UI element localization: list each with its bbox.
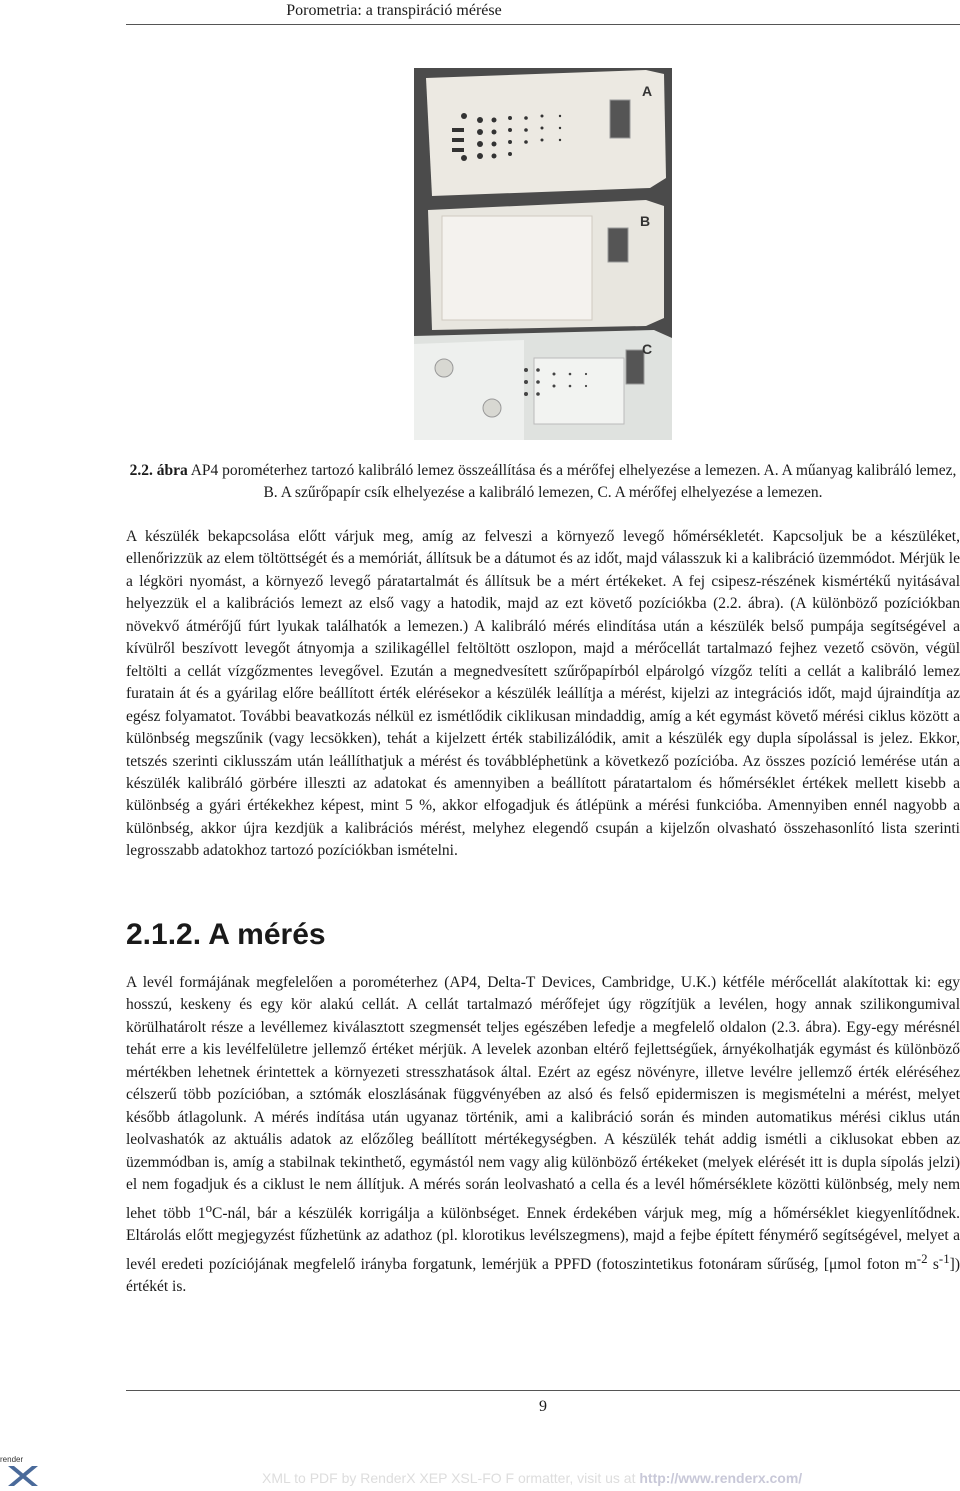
- exponent-superscript-2: -1: [938, 1250, 950, 1266]
- caption-label: 2.2. ábra: [129, 462, 188, 479]
- running-header: [126, 0, 662, 25]
- page-number: 9: [539, 1398, 547, 1415]
- calibration-plates-photo: [414, 68, 672, 440]
- caption-text: AP4 porométerhez tartozó kalibráló lemez összeállítása és a mérőfej elhelyezése a lemezen. A. A műanyag kalibráló lemez, B. A szűrőpapír csík elhelyezése a kalibráló lemezen, C. A mérőfej elhelyezése a lemezen.: [187, 462, 957, 501]
- header-rule-extension: [662, 0, 960, 25]
- plate-c: [414, 330, 672, 440]
- paragraph-measurement: [126, 972, 960, 1299]
- renderx-link[interactable]: http://www.renderx.com/: [639, 1470, 803, 1486]
- paragraph-measurement-part3: s: [927, 1255, 939, 1273]
- renderx-logo-text: render: [0, 1455, 24, 1464]
- plate-b-label: B: [640, 213, 651, 229]
- plate-c-label: C: [642, 341, 653, 357]
- figure-caption: [126, 460, 960, 504]
- renderx-credit: [262, 1470, 802, 1486]
- plate-a: [426, 70, 666, 196]
- plate-b: [428, 200, 664, 330]
- paragraph-measurement-part1: A levél formájának megfelelően a porométerhez (AP4, Delta-T Devices, Cambridge, U.K.) kétféle mérőcellát alakítottak ki: egy hosszú, keskeny és egy kör alakú cellát. A cellát tartalmazó mérőfejet úgy rögzítjük a levélen, hogy annak szilikongumival körülhatárolt része a levéllemez kiválasztott szegmensét teljes egészében lefedje a megfelelő oldalon (2.3. ábra). Egy-egy mérésnél tehát erre a kis levélfelületre jellemző értéket mérjük. A levelek azonban eltérő fejlettségűek, árnyékolhatják egymást és különböző mértékben lehetnek érintettek a környezeti stresszhatások által. Ezért az egész növényre, illetve levélre jellemző érték eléréséhez célszerű több pozícióban, a sztómák eloszlásának függvényében az alsó és felső epidermiszen is megismételni a mérést, melyet később átlagolunk. A mérés indítása után ugyanaz történik, ami a kalibráció során és minden automatikus mérési ciklus után leolvashatók az aktuális adatok az előzőleg beállított mértékegységben. A készülék tehát addig ismétli a ciklusokat ebben az üzemmódban is, amíg a stabilnak tekinthető, egymástól nem vagy alig különböző értékeket (melyek elérését itt is dupla sípolás jelzi) el nem fogadjuk és a ciklust le nem állítjuk. A mérés során leolvasható a cella és a levél hőmérséklete közötti különbség, mely nem lehet több 1: [126, 974, 960, 1222]
- renderx-logo: [0, 1452, 40, 1486]
- section-heading: 2.1.2. A mérés: [126, 918, 326, 951]
- plate-a-label: A: [642, 83, 653, 99]
- header-title: Porometria: a transpiráció mérése: [286, 2, 502, 19]
- paragraph-calibration: A készülék bekapcsolása előtt várjuk meg, amíg az felveszi a környező levegő hőmérsékletét. Kapcsoljuk be a készüléket, ellenőrizzük az elem töltöttségét és a memóriát, állítsuk be a dátumot és az időt, majd válasszuk ki a kalibráció üzemmódot. Mérjük le a légköri nyomást, a környező levegő páratartalmát és állítsuk be a mért értékeket. A fej csipesz-részének kismértékű nyitásával helyezzük el a kalibrációs lemezt az első vagy a hatodik, majd az ezt követő pozíciókba (2.2. ábra). (A különböző pozíciókban növekvő átmérőjű fúrt lyukak találhatók a lemezen.) A kalibráló mérés elindítása után a készülék belső pumpája segítségével a kívülről beszívott levegőt átnyomja a szilikagéllel feltöltött oszlopon, majd a mérőcellát tartalmazó fejhez vezető csövön, végül feltölti a cellát vízgőzmentes levegővel. Ezután a megnedvesített szűrőpapírból elpárolgó vízgőz telíti a cellát a kalibráló lemez furatain át és a gyárilag előre beállított érték elérésekor a készülék leállítja a mérést, kijelzi az integrációs időt, majd újraindítja az egész folyamatot. További beavatkozás nélkül ez ismétlődik ciklikusan mindaddig, amíg a két egymást követő mérési ciklus között a különbség megszűnik (vagy lecsökken), tehát a kijelzett érték stabilizálódik, amit a készülék egy dupla sípolással is jelez. Ekkor, tetszés szerinti ciklusszám után leállíthatjuk a mérést és továbbléphetünk a következő pozícióba. Az összes pozíció lemérése után a készülék kalibráló görbére illeszti az adatokat és amennyiben a beállított páratartalom és hőmérséklet értékek mellett kisebb a különbség a gyári értékekhez képest, mint 5 %, akkor elfogadjuk és átlépünk a mérési funkcióba. Amennyiben ennél nagyobb a különbség, akkor újra kezdjük a kalibrációs mérést, melyhez elegendő csupán a kijelzőn olvasható összehasonlító lista szerinti legrosszabb adatokhoz tartozó pozíciókban ismételni.: [126, 528, 960, 860]
- paragraph-measurement-part2: C-nál, bár a készülék korrigálja a különbséget. Ennek érdekében várjuk meg, míg a hőmérséklet kiegyenlítődnek. Eltárolás előtt megjegyzést fűzhetünk az adathoz (pl. klorotikus levélszegmens), majd a fejbe épített fénymérő segítségével, melyet a levél eredeti pozíciójának megfelelő irányba forgatunk, lemérjük a PPFD (fotoszintetikus fotonáram sűrűség, [μmol foton m: [126, 1204, 960, 1273]
- credit-text: XML to PDF by RenderX XEP XSL-FO F ormatter, visit us at: [262, 1470, 640, 1486]
- exponent-superscript-1: -2: [916, 1250, 928, 1266]
- degree-superscript: o: [205, 1199, 213, 1215]
- footer-rule: [126, 1390, 960, 1391]
- paragraph-measurement-part4: ]) értékét is.: [126, 1255, 960, 1296]
